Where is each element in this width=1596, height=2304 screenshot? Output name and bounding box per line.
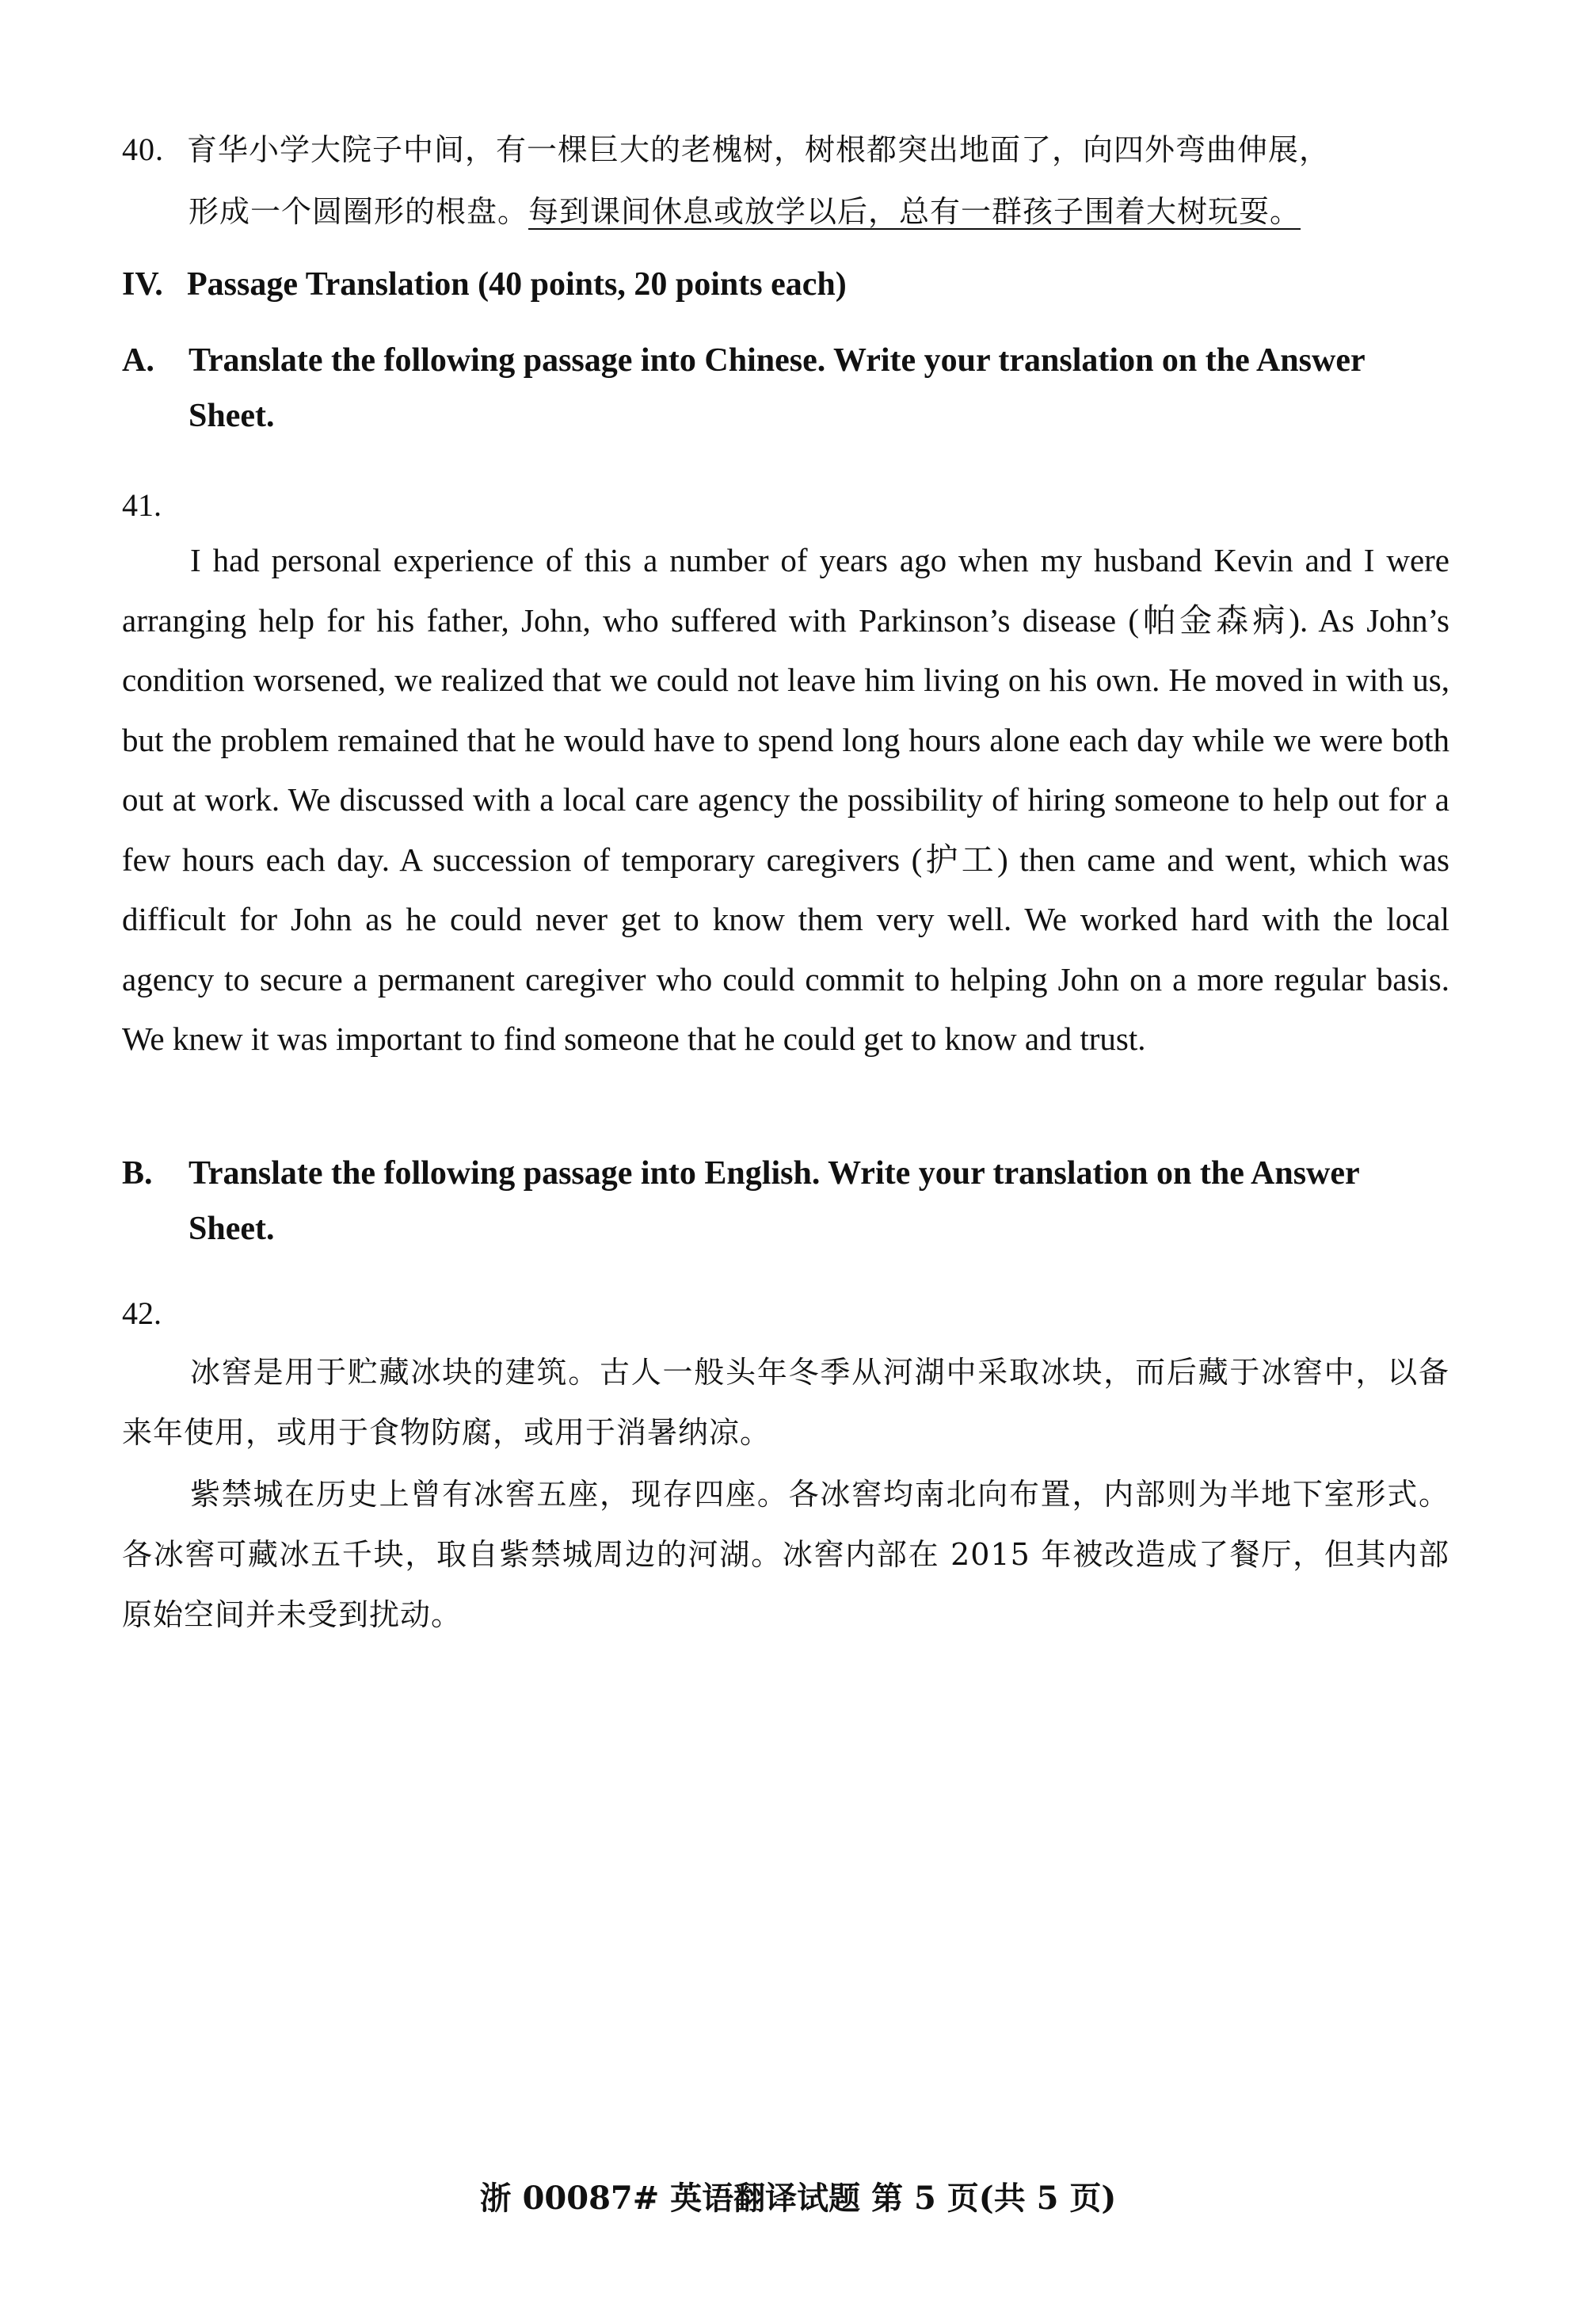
- part-a-instruction: [122, 333, 1449, 444]
- part-a-label: A.: [122, 342, 154, 379]
- question-40-line-2: [189, 181, 1449, 242]
- question-40-text-plain: 形成一个圆圈形的根盘。: [189, 194, 529, 229]
- part-b-instruction-text: Translate the following passage into English. Write your translation on the Answer Sheet.: [189, 1155, 1359, 1247]
- section-4-heading: [122, 257, 1449, 312]
- part-a-instruction-text: Translate the following passage into Chinese. Write your translation on the Answer Sheet.: [189, 342, 1365, 434]
- question-40-number: 40.: [122, 132, 164, 167]
- question-42-paragraph-2: 紫禁城在历史上曾有冰窖五座，现存四座。各冰窖均南北向布置，内部则为半地下室形式。各冰窖可藏冰五千块，取自紫禁城周边的河湖。冰窖内部在 2015 年被改造成了餐厅，但其内部原始空间并未受到扰动。: [122, 1477, 1449, 1632]
- question-40-line-1: [122, 119, 1449, 181]
- part-b-label: B.: [122, 1155, 153, 1192]
- question-40-text-line-1: 育华小学大院子中间，有一棵巨大的老槐树，树根都突出地面了，向四外弯曲伸展，: [187, 132, 1331, 167]
- question-40-underlined-sentence: 每到课间休息或放学以后，总有一群孩子围着大树玩耍。: [528, 194, 1301, 229]
- question-40: [122, 119, 1449, 242]
- question-42-passage: [122, 1342, 1449, 1645]
- section-4-label: IV.: [122, 266, 163, 303]
- question-41-passage: I had personal experience of this a number of years ago when my husband Kevin and I were arranging help for his father, John, who suffered with Parkinson’s disease (帕金森病). As John’s condition worsened, we realized that we could not leave him living on his own. He moved in with us, but the problem remained that he would have to spend long hours alone each day while we were both out at work. We discussed with a local care agency the possibility of hiring someone to help out for a few hours each day. A succession of temporary caregivers (护工) then came and went, which was difficult for John as he could never get to know them very well. We worked hard with the local agency to secure a permanent caregiver who could commit to helping John on a more regular basis. We knew it was important to find someone that he could get to know and trust.: [122, 542, 1449, 1057]
- question-41-number: 41.: [122, 487, 162, 523]
- question-42-paragraph-1: 冰窖是用于贮藏冰块的建筑。古人一般头年冬季从河湖中采取冰块，而后藏于冰窖中，以备来年使用，或用于食物防腐，或用于消暑纳凉。: [122, 1355, 1449, 1450]
- part-b-instruction: [122, 1146, 1449, 1257]
- section-4-title: Passage Translation (40 points, 20 points each): [187, 266, 847, 303]
- page-footer: 浙 00087# 英语翻译试题 第 5 页(共 5 页): [479, 2180, 1117, 2217]
- question-42-number: 42.: [122, 1295, 162, 1331]
